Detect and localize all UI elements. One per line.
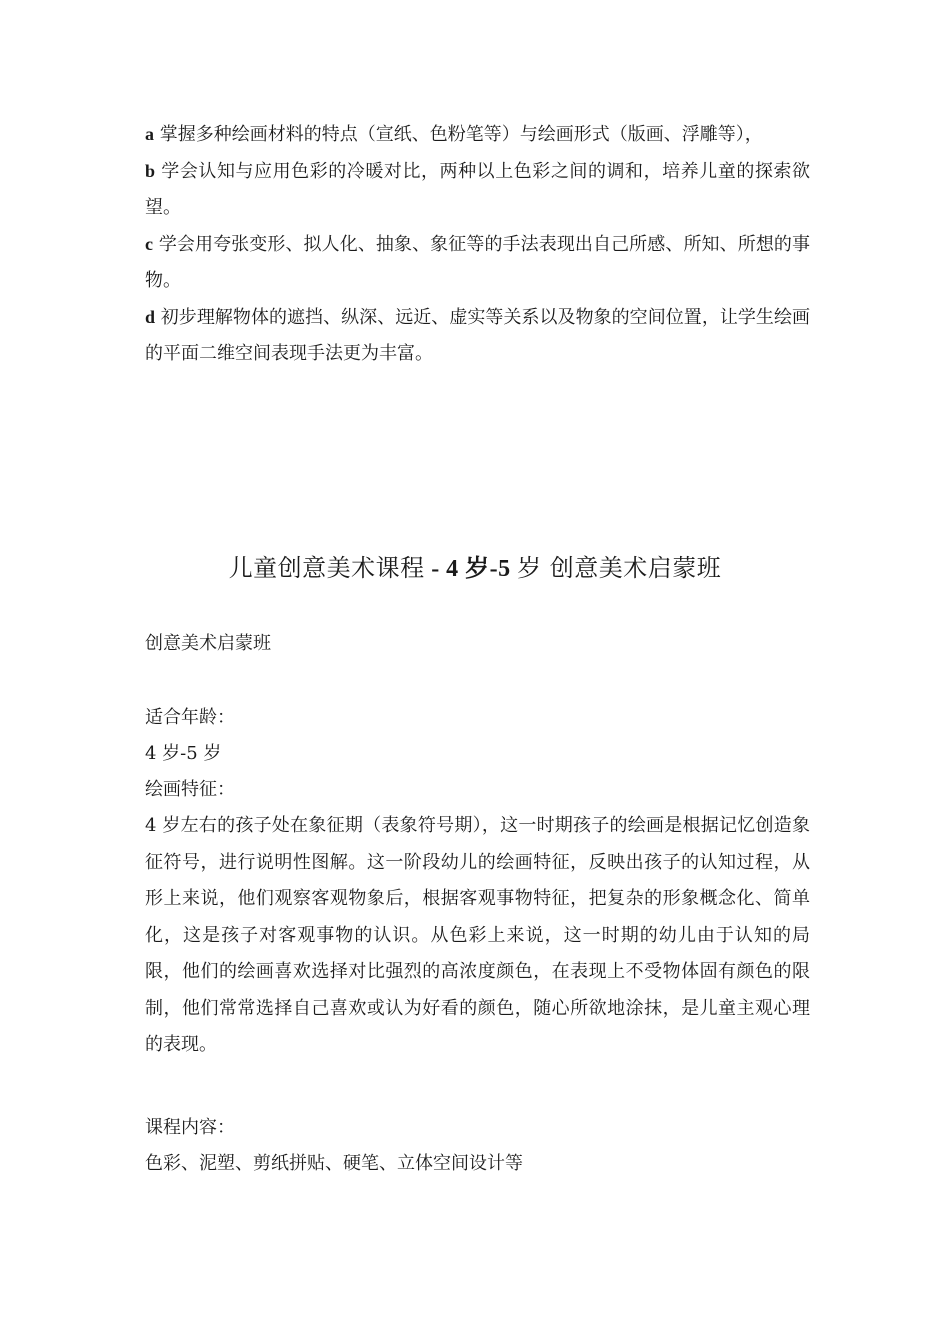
objective-lead: a [145,124,154,144]
objective-lead: d [145,307,156,327]
title-age-range: - 4 岁-5 [424,556,518,582]
age-value: 4 岁-5 岁 [145,743,222,764]
class-name-text: 创意美术启蒙班 [145,633,271,654]
features-text: 4 岁左右的孩子处在象征期（表象符号期），这一时期孩子的绘画是根据记忆创造象征符号，进行说明性图解。这一阶段幼儿的绘画特征，反映出孩子的认知过程，从形上来说，他们观察客观物象后，根据客观事物特征，把复杂的形象概念化、简单化，这是孩子对客观事物的认识。从色彩上来说，这一时期的幼儿由于认知的局限，他们的绘画喜欢选择对比强烈的高浓度颜色，在表现上不受物体固有颜色的限制，他们常常选择自己喜欢或认为好看的颜色，随心所欲地涂抹，是儿童主观心理的表现。 [145,815,810,1055]
objective-d [145,299,810,372]
objective-a [145,116,810,153]
objective-text: 学会认知与应用色彩的冷暖对比，两种以上色彩之间的调和，培养儿童的探索欲望。 [145,161,810,218]
course-content-section [145,1110,810,1182]
objective-lead: b [145,161,156,181]
class-name [145,626,810,662]
course-content-label: 课程内容： [145,1117,235,1138]
objective-b [145,153,810,226]
title-suffix: 岁 创意美术启蒙班 [517,554,722,582]
objectives-list [145,116,810,372]
objective-text: 掌握多种绘画材料的特点（宣纸、色粉笔等）与绘画形式（版画、浮雕等）， [154,124,763,145]
age-label: 适合年龄： [145,707,235,728]
objective-text: 学会用夸张变形、拟人化、抽象、象征等的手法表现出自己所感、所知、所想的事物。 [145,234,810,291]
features-section [145,808,810,1064]
age-section [145,700,810,808]
features-label: 绘画特征： [145,779,235,800]
objective-lead: c [145,234,153,254]
course-title [0,548,950,589]
title-prefix: 儿童创意美术课程 [228,554,425,582]
objective-c [145,226,810,299]
course-content-text: 色彩、泥塑、剪纸拼贴、硬笔、立体空间设计等 [145,1153,523,1174]
objective-text: 初步理解物体的遮挡、纵深、远近、虚实等关系以及物象的空间位置，让学生绘画的平面二维空间表现手法更为丰富。 [145,307,810,364]
